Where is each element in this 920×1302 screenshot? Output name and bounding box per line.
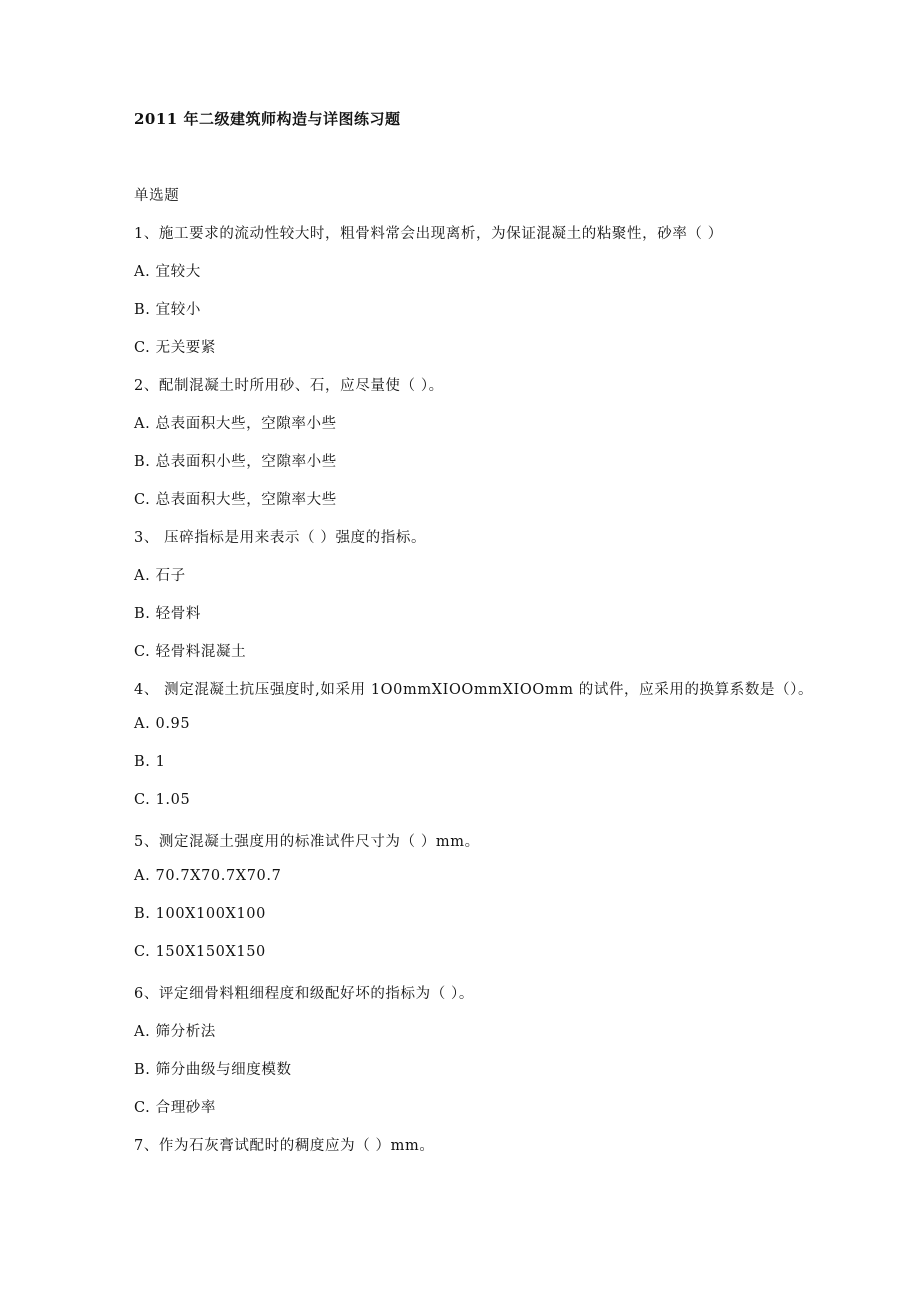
question-3-option-a: A. 石子 [134, 568, 186, 584]
question-4-option-a: A. 0.95 [134, 716, 191, 732]
question-2-option-c: C. 总表面积大些，空隙率大些 [134, 492, 337, 508]
question-1-option-a: A. 宜较大 [134, 264, 201, 280]
question-3-option-b: B. 轻骨料 [134, 606, 201, 622]
question-2-option-a: A. 总表面积大些，空隙率小些 [134, 416, 337, 432]
document-title: 2011 年二级建筑师构造与详图练习题 [134, 110, 401, 128]
question-6-option-b: B. 筛分曲级与细度模数 [134, 1062, 292, 1078]
question-1-option-b: B. 宜较小 [134, 302, 201, 318]
question-3-option-c: C. 轻骨料混凝土 [134, 644, 247, 660]
question-2-option-b: B. 总表面积小些，空隙率小些 [134, 454, 337, 470]
question-5-option-c: C. 150X150X150 [134, 944, 266, 960]
question-4: 4、 测定混凝土抗压强度时,如采用 1O0mmXIOOmmXIOOmm 的试件，应采用的换算系数是（）。 [134, 682, 814, 698]
question-4-option-c: C. 1.05 [134, 792, 191, 808]
question-5-option-b: B. 100X100X100 [134, 906, 266, 922]
question-1-option-c: C. 无关要紧 [134, 340, 216, 356]
question-2: 2、配制混凝土时所用砂、石，应尽量使（ ）。 [134, 378, 444, 394]
question-6-option-c: C. 合理砂率 [134, 1100, 216, 1116]
question-5: 5、测定混凝土强度用的标准试件尺寸为（ ）mm。 [134, 834, 480, 850]
question-3: 3、 压碎指标是用来表示（ ）强度的指标。 [134, 530, 427, 546]
section-heading: 单选题 [134, 188, 180, 204]
question-5-option-a: A. 70.7X70.7X70.7 [134, 868, 282, 884]
question-4-option-b: B. 1 [134, 754, 166, 770]
question-7: 7、作为石灰膏试配时的稠度应为（ ）mm。 [134, 1138, 435, 1154]
question-6: 6、评定细骨料粗细程度和级配好坏的指标为（ ）。 [134, 986, 474, 1002]
question-1: 1、施工要求的流动性较大时，粗骨料常会出现离析，为保证混凝土的粘聚性，砂率（ ） [134, 226, 723, 242]
question-6-option-a: A. 筛分析法 [134, 1024, 216, 1040]
